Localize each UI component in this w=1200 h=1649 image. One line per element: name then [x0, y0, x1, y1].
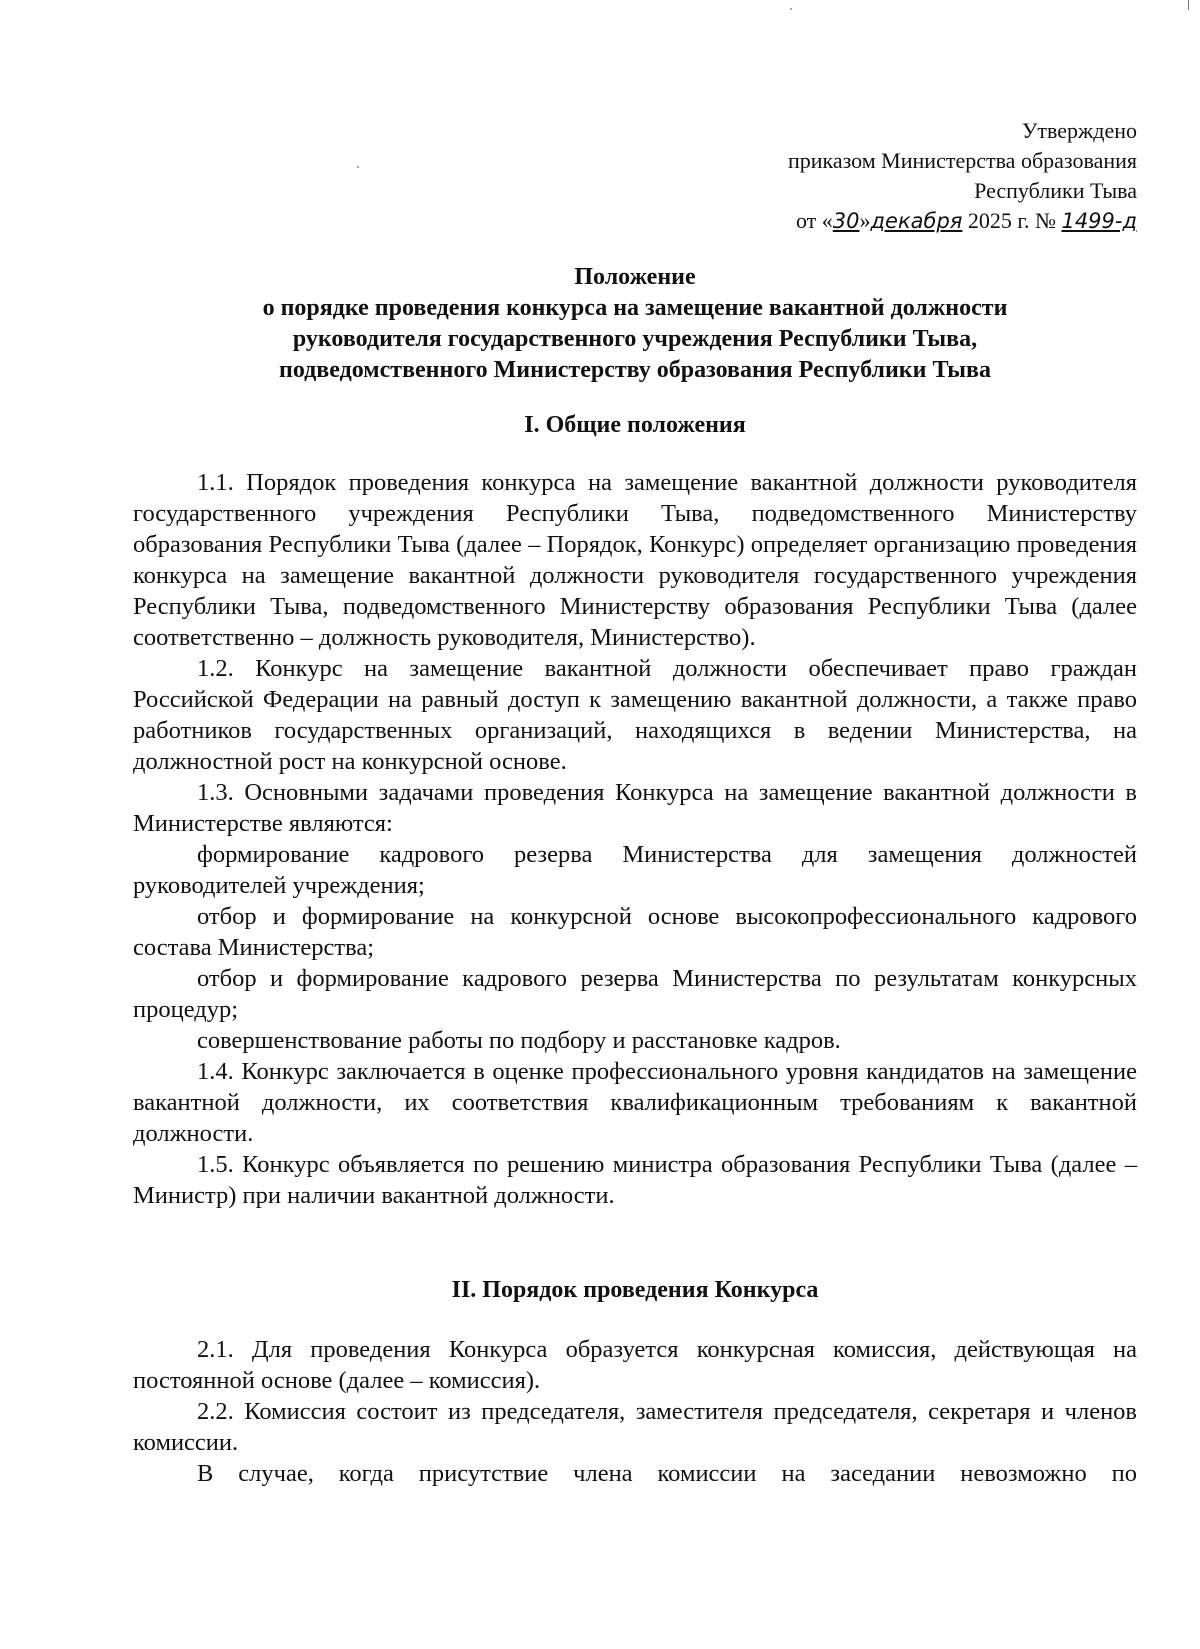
approval-stamp-block	[133, 116, 1137, 236]
paragraph-task-1: формирование кадрового резерва Министерства для замещения должностей руководителей учреждения;	[133, 841, 1137, 899]
handwritten-month: декабря	[870, 209, 963, 233]
handwritten-day: 30	[832, 209, 860, 233]
paragraph-1-2: 1.2. Конкурс на замещение вакантной должности обеспечивает право граждан Российской Федерации на равный доступ к замещению вакантной должности, а также право работников государственных организаций, находящихся в ведении Министерства, на должностной рост на конкурсной основе.	[133, 655, 1137, 775]
paragraph-task-4: совершенствование работы по подбору и расстановке кадров.	[197, 1027, 841, 1054]
paragraph-1-3: 1.3. Основными задачами проведения Конкурса на замещение вакантной должности в Министерстве являются:	[133, 779, 1137, 837]
title-line-3: руководителя государственного учреждения Республики Тыва,	[292, 326, 978, 352]
title-line-1: Положение	[574, 264, 696, 290]
title-line-2: о порядке проведения конкурса на замещение вакантной должности	[262, 295, 1008, 321]
approval-line-approved: Утверждено	[1021, 118, 1137, 143]
paragraph-1-1: 1.1. Порядок проведения конкурса на замещение вакантной должности руководителя государственного учреждения Республики Тыва, подведомственного Министерству образования Республики Тыва (далее – Порядок, Конкурс) определяет организацию проведения конкурса на замещение вакантной должности руководителя государственного учреждения Республики Тыва, подведомственного Министерству образования Республики Тыва (далее соответственно – должность руководителя, Министерство).	[133, 469, 1137, 651]
paragraph-task-2: отбор и формирование на конкурсной основе высокопрофессионального кадрового состава Министерства;	[133, 903, 1137, 961]
paragraph-2-1: 2.1. Для проведения Конкурса образуется конкурсная комиссия, действующая на постоянной основе (далее – комиссия).	[133, 1336, 1137, 1394]
scan-edge-mark	[1188, 0, 1189, 10]
handwritten-order-number: 1499-д	[1061, 209, 1137, 233]
date-prefix: от «	[795, 208, 833, 233]
paragraph-1-5: 1.5. Конкурс объявляется по решению министра образования Республики Тыва (далее – Министр) при наличии вакантной должности.	[133, 1151, 1137, 1209]
paragraph-2-2-continued: В случае, когда присутствие члена комиссии на заседании невозможно по	[197, 1460, 1137, 1487]
date-quote-close: »	[859, 208, 871, 233]
scan-speck	[357, 166, 359, 168]
section-heading-general: I. Общие положения	[524, 412, 746, 438]
approval-line-republic: Республики Тыва	[974, 178, 1137, 203]
section-heading-procedure: II. Порядок проведения Конкурса	[451, 1277, 819, 1303]
title-line-4: подведомственного Министерству образования Республики Тыва	[279, 357, 991, 383]
scan-speck	[790, 8, 792, 10]
document-title	[133, 262, 1137, 386]
paragraph-1-4: 1.4. Конкурс заключается в оценке профессионального уровня кандидатов на замещение вакантной должности, их соответствия квалификационным требованиям к вакантной должности.	[133, 1058, 1137, 1147]
paragraph-2-2: 2.2. Комиссия состоит из председателя, заместителя председателя, секретаря и членов комиссии.	[133, 1398, 1137, 1456]
date-year: 2025 г. №	[962, 208, 1062, 233]
approval-line-order: приказом Министерства образования	[787, 148, 1137, 173]
approval-line-date	[133, 206, 1137, 236]
paragraph-task-3: отбор и формирование кадрового резерва Министерства по результатам конкурсных процедур;	[133, 965, 1137, 1023]
